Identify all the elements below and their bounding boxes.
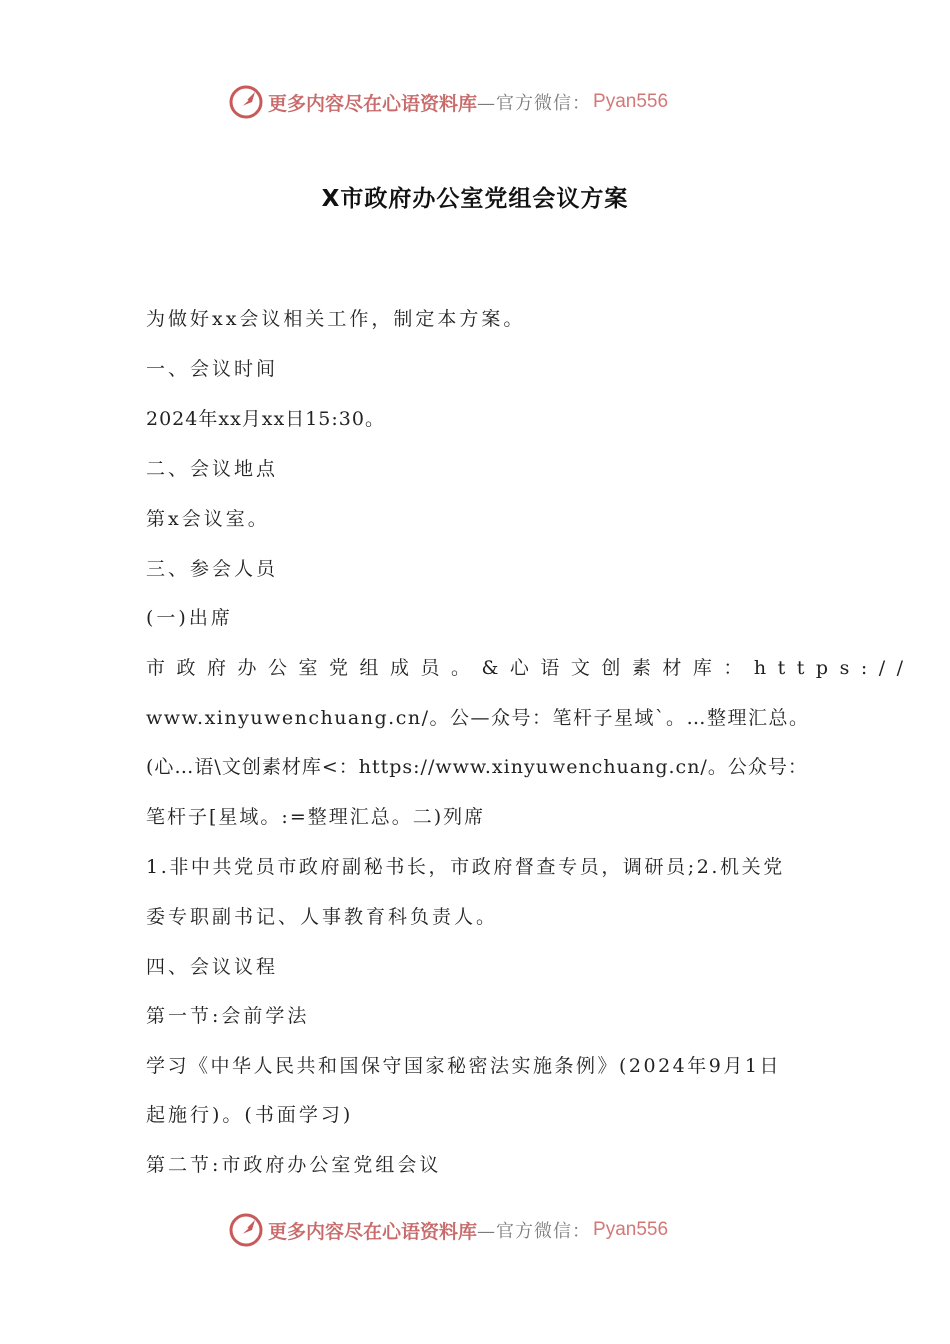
quill-logo-icon <box>228 84 264 120</box>
section-heading-agenda: 四、会议议程 <box>146 956 279 978</box>
section-heading-location: 二、会议地点 <box>146 458 279 480</box>
banner-wechat-label: —官方微信： <box>477 93 592 114</box>
attendees-line-4: 笔杆子[星域。:=整理汇总。二)列席 <box>146 806 486 828</box>
agenda-study-line-2: 起施行)。(书面学习) <box>146 1104 354 1126</box>
banner-text: 更多内容尽在心语资料库 <box>268 92 478 115</box>
section-heading-time: 一、会议时间 <box>146 358 279 380</box>
banner-wechat-label: —官方微信： <box>477 1221 592 1242</box>
quill-logo-icon <box>228 1212 264 1248</box>
intro-paragraph: 为做好xx会议相关工作，制定本方案。 <box>146 308 526 330</box>
meeting-location: 第x会议室。 <box>146 508 270 530</box>
banner-wechat-id: Pyan556 <box>593 91 669 112</box>
subsection-attend: (一)出席 <box>146 607 233 629</box>
header-watermark-banner <box>228 82 728 122</box>
nonvoting-attendees-line-1: 1.非中共党员市政府副秘书长，市政府督查专员，调研员;2.机关党 <box>146 856 785 878</box>
document-title: X市政府办公室党组会议方案 <box>321 186 629 212</box>
attendees-line-2: www.xinyuwenchuang.cn/。公—众号：笔杆子星域`。…整理汇总。 <box>146 707 810 729</box>
banner-wechat-id: Pyan556 <box>593 1219 669 1240</box>
meeting-time: 2024年xx月xx日15:30。 <box>146 408 385 430</box>
banner-text: 更多内容尽在心语资料库 <box>268 1220 478 1243</box>
nonvoting-attendees-line-2: 委专职副书记、人事教育科负责人。 <box>146 906 499 928</box>
agenda-study-line-1: 学习《中华人民共和国保守国家秘密法实施条例》(2024年9月1日 <box>146 1055 781 1077</box>
agenda-section-2: 第二节:市政府办公室党组会议 <box>146 1154 442 1176</box>
attendees-line-3: (心…语\文创素材库<：https://www.xinyuwenchuang.cn/。公众号： <box>146 756 808 778</box>
agenda-section-1: 第一节:会前学法 <box>146 1005 310 1027</box>
section-heading-attendees: 三、参会人员 <box>146 558 279 580</box>
attendees-line-1: 市政府办公室党组成员。&心语文创素材库：https:// <box>146 657 915 679</box>
footer-watermark-banner <box>228 1210 728 1250</box>
